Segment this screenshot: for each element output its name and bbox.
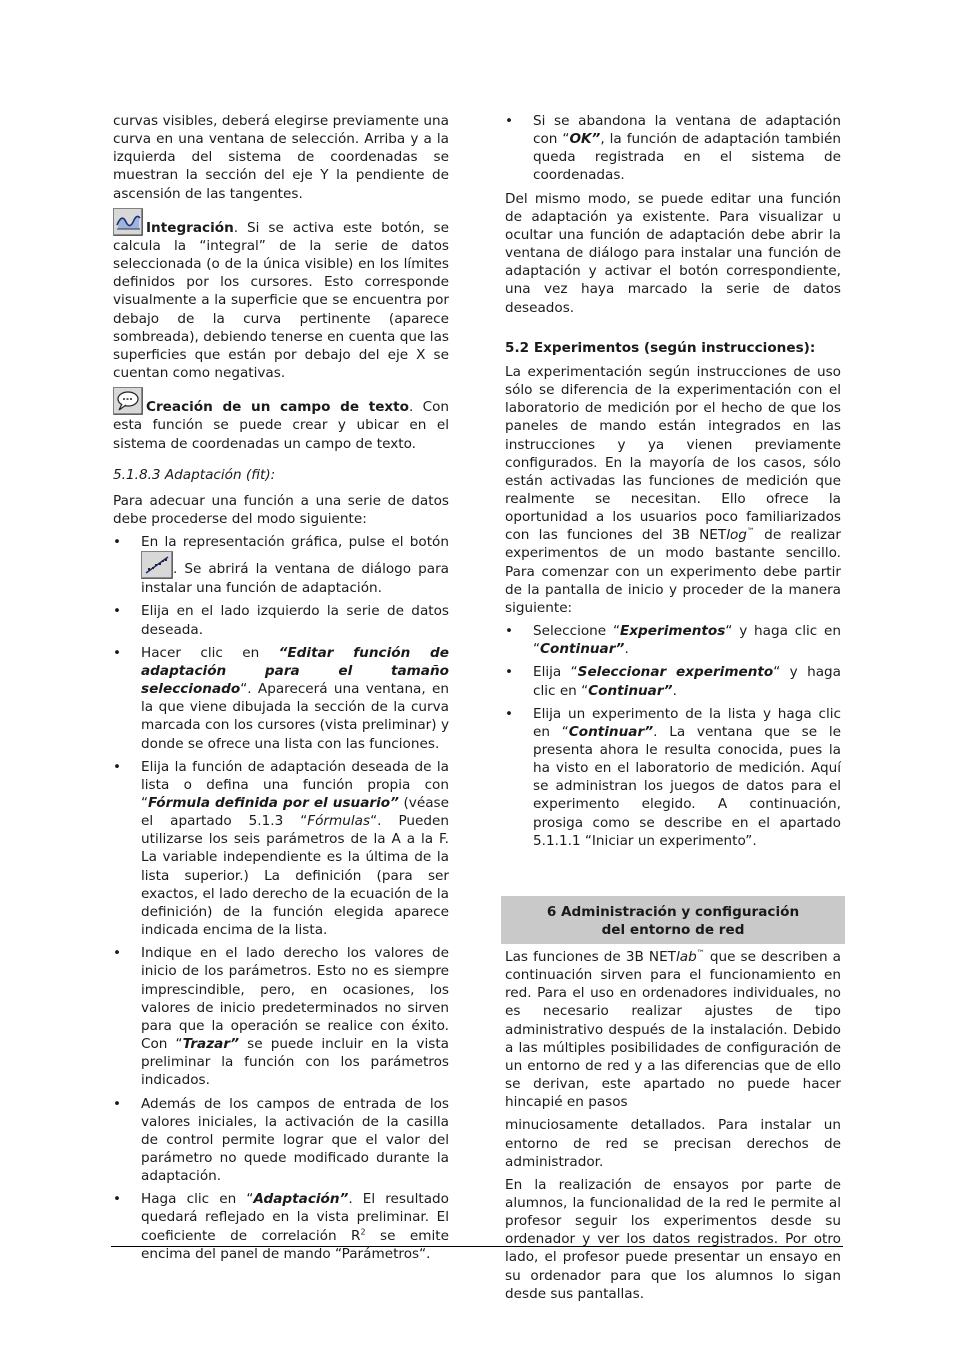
texto-title: Creación de un campo de texto xyxy=(146,399,410,416)
experiment-steps-list xyxy=(505,622,841,850)
integracion-paragraph xyxy=(113,208,449,382)
fit-steps-list xyxy=(113,533,449,1263)
edit-fit-paragraph: Del mismo modo, se puede editar una función de adaptación ya existente. Para visualizar u ocultar una función de adaptación debe abrir la ventana de diálogo para instalar una función de adaptación y activar el botón correspondiente, una vez haya marcado la serie de datos deseados. xyxy=(505,190,841,316)
list-item: • Seleccione “Experimentos“ y haga clic en “Continuar”. xyxy=(505,622,841,658)
list-item: • Si se abandona la ventana de adaptación con “OK”, la función de adaptación también queda registrada en el sistema de coordenadas. xyxy=(505,112,841,185)
fit-curve-icon xyxy=(141,551,173,579)
list-item: • Elija un experimento de la lista y haga clic en “Continuar”. La ventana que se le presenta ahora le resulta conocida, pues la ha visto en el laboratorio de medición. Aquí se administran los juegos de datos para el experimento elegido. A continuación, prosiga como se describe en el apartado 5.1.1.1 “Iniciar un experimento”. xyxy=(505,705,841,850)
network-intro-paragraph: Las funciones de 3B NETlab™ que se describen a continuación sirven para el funcionamiento en red. Para el uso en ordenadores individuales, no es necesario realizar ajustes de tipo administrativo después de la instalación. Debido a las múltiples posibilidades de configuración de un entorno de red y a las diferencias que de ello se derivan, este apartado no puede hacer hincapié en pasos xyxy=(505,948,841,1111)
intro-paragraph: curvas visibles, deberá elegirse previamente una curva en una ventana de selección. Arriba y a la izquierda del sistema de coordenadas se muestran la sección del eje Y la pendiente de ascensión de las tangentes. xyxy=(113,113,449,202)
speech-bubble-icon xyxy=(113,387,143,415)
list-item: • Elija la función de adaptación deseada de la lista o defina una función propia con “Fórmula definida por el usuario” (véase el apartado 5.1.3 “Fórmulas“. Pueden utilizarse los seis parámetros de la A a la F. La variable independiente es la última de la lista superior.) La definición (para ser exactos, el lado derecho de la ecuación de la definición) de la función elegida aparece indicada encima de la lista. xyxy=(113,758,449,940)
network-admin-paragraph: minuciosamente detallados. Para instalar un entorno de red se precisan derechos de administrador. xyxy=(505,1117,841,1170)
lead-paragraph: Para adecuar una función a una serie de datos debe procederse del modo siguiente: xyxy=(113,492,449,527)
right-column xyxy=(505,112,841,1308)
left-column xyxy=(113,112,449,1268)
list-item: • Elija en el lado izquierdo la serie de datos deseada. xyxy=(113,602,449,638)
list-item: • Además de los campos de entrada de los valores iniciales, la activación de la casilla de control permite lograr que el valor del parámetro no quede modificado durante la adaptación. xyxy=(113,1095,449,1186)
subheading-5-1-8-3: 5.1.8.3 Adaptación (fit): xyxy=(113,466,276,483)
list-item: • Haga clic en “Adaptación”. El resultado quedará reflejado en la vista preliminar. El coeficiente de correlación $R^2$ se emite encima del panel de mando “Parámetros“. xyxy=(113,1190,449,1263)
network-students-paragraph: En la realización de ensayos por parte de alumnos, la funcionalidad de la red le permite al profesor seguir los experimentos desde su ordenador y ver los datos registrados. Por otro lado, el profesor puede presentar un ensayo en su ordenador para que los alumnos lo sigan desde sus pantallas. xyxy=(505,1176,841,1302)
list-item: • En la representación gráfica, pulse el botón . Se abrirá la ventana de diálogo para instalar una función de adaptación. xyxy=(113,533,449,597)
list-item: • Indique en el lado derecho los valores de inicio de los parámetros. Esto no es siempre imprescindible, pero, en ocasiones, los valores de inicio predeterminados no sirven para que la operación se realice con éxito. Con “Trazar” se puede incluir en la vista preliminar la función con los parámetros indicados. xyxy=(113,944,449,1089)
list-item: • Elija “Seleccionar experimento“ y haga clic en “Continuar”. xyxy=(505,663,841,699)
integracion-text: . Si se activa este botón, se calcula la “integral” de la serie de datos seleccionada (o de la única visible) en los límites definidos por los cursores. Esto corresponde visualmente a la superficie que se encuentra por debajo de la curva pertinente (aparece sombreada), debiendo tenerse en cuenta que las superficies que están por debajo del eje X se cuentan como negativas. xyxy=(113,219,449,382)
texto-text: . Con esta función se puede crear y ubicar en el sistema de coordenadas un campo de texto. xyxy=(113,399,449,452)
integracion-title: Integración xyxy=(146,219,234,236)
section-6-heading-line2: del entorno de red xyxy=(601,921,745,938)
section-5-2-heading: 5.2 Experimentos (según instrucciones): xyxy=(505,339,816,356)
footer-rule xyxy=(111,1246,843,1247)
list-item: • Hacer clic en “Editar función de adaptación para el tamaño seleccionado“. Aparecerá una ventana, en la que viene dibujada la sección de la curva marcada con los cursores (vista preliminar) y donde se ofrece una lista con las funciones. xyxy=(113,644,449,753)
integral-curve-icon xyxy=(113,208,143,236)
experiments-paragraph: La experimentación según instrucciones de uso sólo se diferencia de la experimentación con el laboratorio de medición por el hecho de que los paneles de mando están integrados en las instrucciones y ya vienen previamente configurados. En la mayoría de los casos, sólo están activadas las funciones de medición que realmente se necesitan. Ello ofrece la oportunidad a los usuarios poco familiarizados con las funciones del 3B NETlog™ de realizar experimentos de un modo bastante sencillo. Para comenzar con un experimento debe partir de la pantalla de inicio y proceder de la manera siguiente: xyxy=(505,363,842,616)
section-6-heading-line1: 6 Administración y configuración xyxy=(546,903,800,920)
ok-bullet-list xyxy=(505,112,841,185)
section-6-heading-box xyxy=(501,896,845,944)
texto-paragraph xyxy=(113,387,449,452)
